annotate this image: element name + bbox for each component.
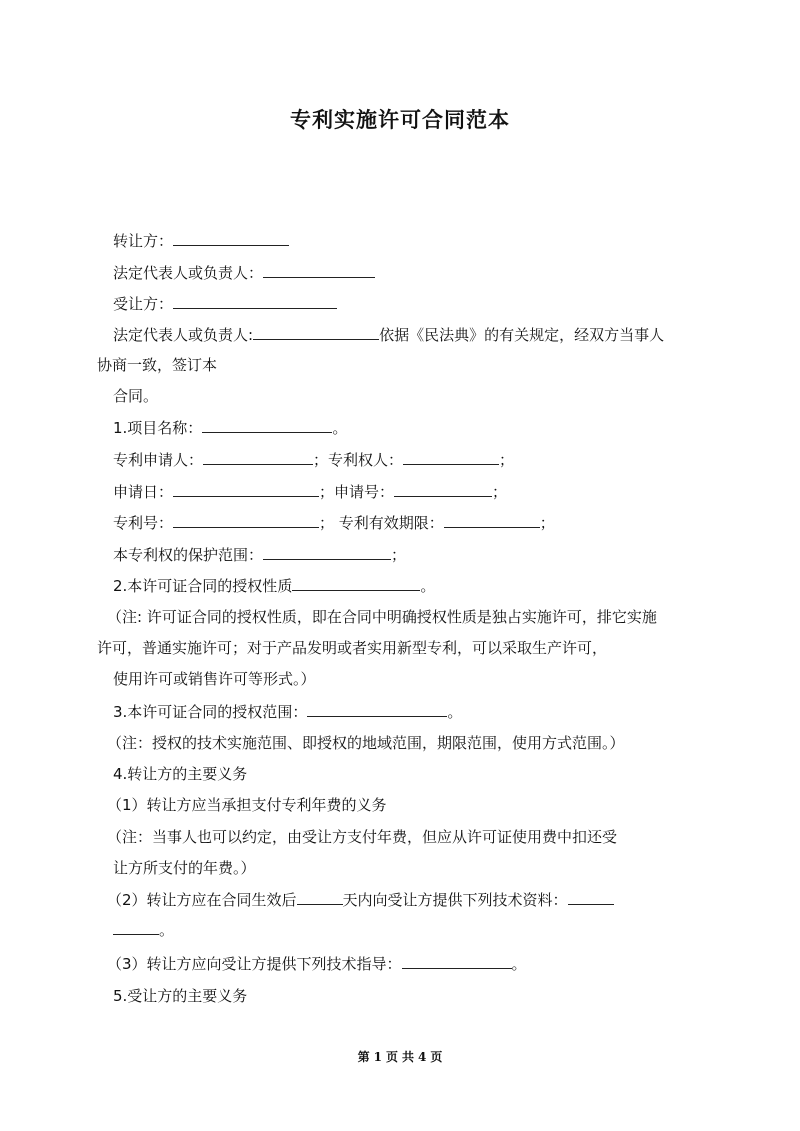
note2-line-1: （注: 许可证合同的授权性质，即在合同中明确授权性质是独占实施许可，排它实施 <box>107 608 657 626</box>
footer-page-number: 1 <box>373 1050 382 1064</box>
semicolon: ； <box>499 451 515 469</box>
patentee-label: ；专利权人： <box>313 451 404 469</box>
application-no-label: ；申请号： <box>319 483 395 501</box>
patent-applicant-blank <box>203 450 313 465</box>
item4-2-continuation <box>113 920 174 940</box>
item2-line <box>113 576 435 596</box>
item4-3-end: 。 <box>511 955 527 973</box>
validity-label: ； 专利有效期限： <box>319 514 444 532</box>
preamble-text: 依据《民法典》的有关规定，经双方当事人 <box>379 326 665 344</box>
legal-rep-blank-1 <box>263 263 375 278</box>
patent-no-label: 专利号： <box>113 514 174 532</box>
note4-line-2: 让方所支付的年费。） <box>113 859 256 877</box>
document-title: 专利实施许可合同范本 <box>290 108 510 132</box>
note2-line-3: 使用许可或销售许可等形式。） <box>113 670 316 688</box>
item4-2-part1: （2）转让方应在合同生效后 <box>107 891 297 909</box>
days-blank <box>297 890 343 905</box>
item1-line <box>113 418 347 438</box>
footer-total-prefix: 共 <box>402 1050 415 1064</box>
semicolon: ； <box>391 546 407 564</box>
application-date-blank <box>173 482 319 497</box>
patent-applicant-line <box>113 450 514 470</box>
legal-rep-blank-2 <box>253 325 379 340</box>
patent-no-line <box>113 513 555 533</box>
item2-blank <box>292 576 420 591</box>
item4-3-label: （3）转让方应向受让方提供下列技术指导： <box>107 955 402 973</box>
scope-line <box>113 545 406 565</box>
preamble-line-2: 协商一致，签订本 <box>97 356 218 374</box>
tech-docs-blank <box>568 890 614 905</box>
legal-rep-line-2 <box>113 325 664 345</box>
transferee-blank <box>173 294 337 309</box>
transferee-line <box>113 294 337 314</box>
legal-rep-line-1 <box>113 263 375 283</box>
item3-label: 3.本许可证合同的授权范围： <box>113 703 308 721</box>
patent-no-blank <box>173 513 319 528</box>
transferor-blank <box>173 231 289 246</box>
preamble-line-3: 合同。 <box>113 387 159 405</box>
footer-total-pages: 4 <box>418 1050 427 1064</box>
application-date-line <box>113 482 507 502</box>
item1-end: 。 <box>332 419 348 437</box>
application-date-label: 申请日： <box>113 483 174 501</box>
note3-line: （注：授权的技术实施范围、即授权的地域范围，期限范围，使用方式范围。） <box>107 734 625 752</box>
tech-docs-blank-cont <box>113 920 159 935</box>
validity-blank <box>444 513 540 528</box>
patent-applicant-label: 专利申请人： <box>113 451 204 469</box>
item3-end: 。 <box>447 703 463 721</box>
item1-blank <box>202 418 332 433</box>
item5-heading: 5.受让方的主要义务 <box>113 987 248 1005</box>
transferor-line <box>113 231 289 251</box>
transferee-label: 受让方： <box>113 295 174 313</box>
item4-2-end: 。 <box>159 921 175 939</box>
item1-label: 1.项目名称： <box>113 419 203 437</box>
footer-total-word: 页 <box>430 1050 443 1064</box>
item2-label: 2.本许可证合同的授权性质 <box>113 577 293 595</box>
item3-line <box>113 702 462 722</box>
page-footer <box>0 1048 800 1065</box>
scope-blank <box>263 545 391 560</box>
footer-prefix: 第 <box>357 1050 370 1064</box>
item4-3-line <box>107 954 527 974</box>
legal-rep-label-2: 法定代表人或负责人: <box>113 326 254 344</box>
item2-end: 。 <box>420 577 436 595</box>
scope-label: 本专利权的保护范围： <box>113 546 264 564</box>
semicolon: ； <box>539 514 555 532</box>
item4-heading: 4.转让方的主要义务 <box>113 765 248 783</box>
item4-2-part2: 天内向受让方提供下列技术资料： <box>342 891 568 909</box>
application-no-blank <box>394 482 492 497</box>
transferor-label: 转让方： <box>113 232 174 250</box>
legal-rep-label-1: 法定代表人或负责人： <box>113 264 264 282</box>
tech-guidance-blank <box>402 954 512 969</box>
note2-line-2: 许可，普通实施许可；对于产品发明或者实用新型专利，可以采取生产许可， <box>97 639 608 657</box>
patentee-blank <box>403 450 499 465</box>
footer-page-word: 页 <box>385 1050 398 1064</box>
item4-2-line <box>107 890 614 910</box>
item3-blank <box>307 702 447 717</box>
item4-1-line: （1）转让方应当承担支付专利年费的义务 <box>107 796 387 814</box>
semicolon: ； <box>492 483 508 501</box>
note4-line-1: （注：当事人也可以约定，由受让方支付年费，但应从许可证使用费中扣还受 <box>107 828 618 846</box>
